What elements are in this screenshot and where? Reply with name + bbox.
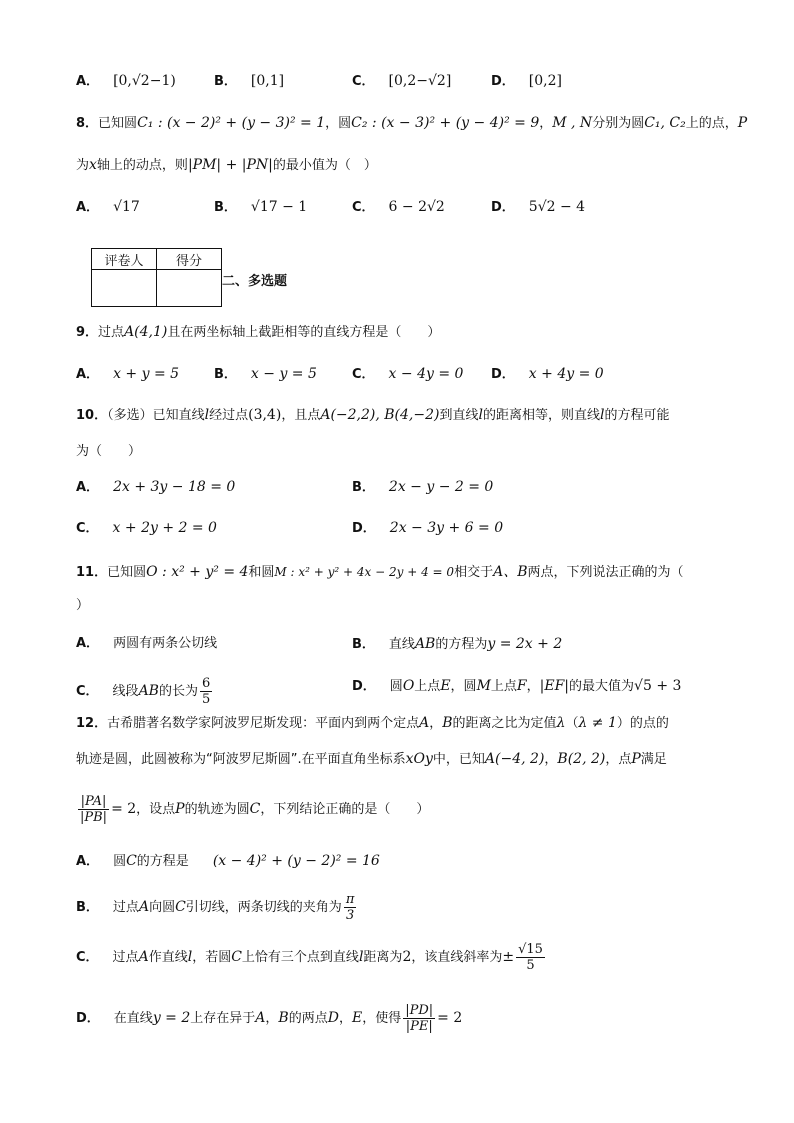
q10-line-2: 为（ ）: [76, 444, 142, 459]
q9-option-a: A． x + y = 5: [76, 366, 180, 382]
q8-line-1: 8．已知圆C₁ : (x − 2)² + (y − 3)² = 1，圆C₂ : (x − 3)² + (y − 4)² = 9，M , N分别为圆C₁, C₂上的点，P: [76, 115, 748, 131]
q10-options-row-2: [76, 518, 794, 538]
q12-line-2: 轨迹是圆，此圆被称为“阿波罗尼斯圆”.在平面直角坐标系xOy中，已知A(−4, 2)，B(2, 2)，点P满足: [76, 751, 667, 767]
q12-line-1: 12．古希腊著名数学家阿波罗尼斯发现：平面内到两个定点A，B的距离之比为定值λ（λ ≠ 1）的点的: [76, 715, 669, 731]
q11-line-2: ）: [76, 598, 90, 613]
q12-option-c: C． 过点A作直线l，若圆C上恰有三个点到直线l距离为2，该直线斜率为± $\frac{√15}{5}$: [76, 942, 543, 973]
q9-option-c: C． x − 4y = 0: [352, 366, 464, 382]
q8-option-a: A． √17: [76, 199, 140, 215]
score-cell: [157, 270, 222, 307]
q10-line-1: 10．（多选）已知直线l经过点(3,4)，且点A(−2,2), B(4,−2)到直线l的距离相等，则直线l的方程可能: [76, 407, 670, 423]
q10-options-row-1: [76, 477, 794, 497]
q12-d-fraction: $\frac{|PD|}{|PE|}$: [405, 1003, 434, 1034]
q7-options: [76, 71, 794, 91]
q9-option-b: B． x − y = 5: [214, 366, 317, 382]
grader-cell: [92, 270, 157, 307]
score-header: 得分: [157, 249, 222, 270]
grader-header: 评卷人: [92, 249, 157, 270]
q8-option-d: D． 5√2 − 4: [491, 199, 586, 215]
q12-b-fraction: $\frac{\pi}{3}$: [345, 892, 355, 923]
q12-option-a: A． 圆C的方程是 (x − 4)² + (y − 2)² = 16: [76, 853, 380, 869]
q9-stem: 9．过点A(4,1)且在两坐标轴上截距相等的直线方程是（ ）: [76, 324, 441, 340]
q11-c-fraction: $\frac{6}{5}$: [201, 676, 211, 707]
q7-option-c: C． [0,2−√2]: [352, 73, 452, 89]
q10-option-c: C． x + 2y + 2 = 0: [76, 520, 217, 536]
q8-option-b: B． √17 − 1: [214, 199, 308, 215]
q8-line-2: 为x轴上的动点，则|PM| + |PN|的最小值为（ ）: [76, 157, 377, 173]
q8-options: [76, 197, 794, 217]
q11-options-row-1: [76, 634, 794, 654]
q9-option-d: D． x + 4y = 0: [491, 366, 604, 382]
q9-options: [76, 364, 794, 384]
q12-line-3: $\frac{|PA|}{|PB|}$ = 2，设点P的轨迹为圆C，下列结论正确的是（ ）: [80, 794, 430, 825]
q12-c-fraction: $\frac{√15}{5}$: [518, 942, 543, 973]
grading-table: [91, 248, 222, 307]
q7-option-d: D． [0,2]: [491, 73, 562, 89]
q12-ratio-fraction: $\frac{|PA|}{|PB|}$: [80, 794, 108, 825]
q11-line-1: 11．已知圆O : x² + y² = 4和圆M : x² + y² + 4x − 2y + 4 = 0相交于A、B两点，下列说法正确的为（: [76, 564, 684, 580]
q8-option-c: C． 6 − 2√2: [352, 199, 445, 215]
q11-option-a: A． 两圆有两条公切线: [76, 636, 218, 651]
section-title: 二、多选题: [222, 274, 288, 289]
q12-option-d: D． 在直线y = 2上存在异于A，B的两点D，E，使得 $\frac{|PD|}{|PE|}$ = 2: [76, 1003, 463, 1034]
q11-option-c: C． 线段AB的长为 $\frac{6}{5}$: [76, 676, 211, 707]
q11-option-d: D． 圆O上点E，圆M上点F，|EF|的最大值为√5 + 3: [352, 678, 682, 694]
q11-option-b: B． 直线AB的方程为y = 2x + 2: [352, 636, 563, 652]
q10-option-a: A． 2x + 3y − 18 = 0: [76, 479, 236, 495]
q12-option-b: B． 过点A向圆C引切线，两条切线的夹角为 $\frac{\pi}{3}$: [76, 892, 355, 923]
q10-option-d: D． 2x − 3y + 6 = 0: [352, 520, 504, 536]
q7-option-b: B． [0,1]: [214, 73, 285, 89]
q10-option-b: B． 2x − y − 2 = 0: [352, 479, 494, 495]
q11-options-row-2: [76, 676, 794, 707]
q7-option-a: A． [0,√2−1): [76, 73, 176, 89]
